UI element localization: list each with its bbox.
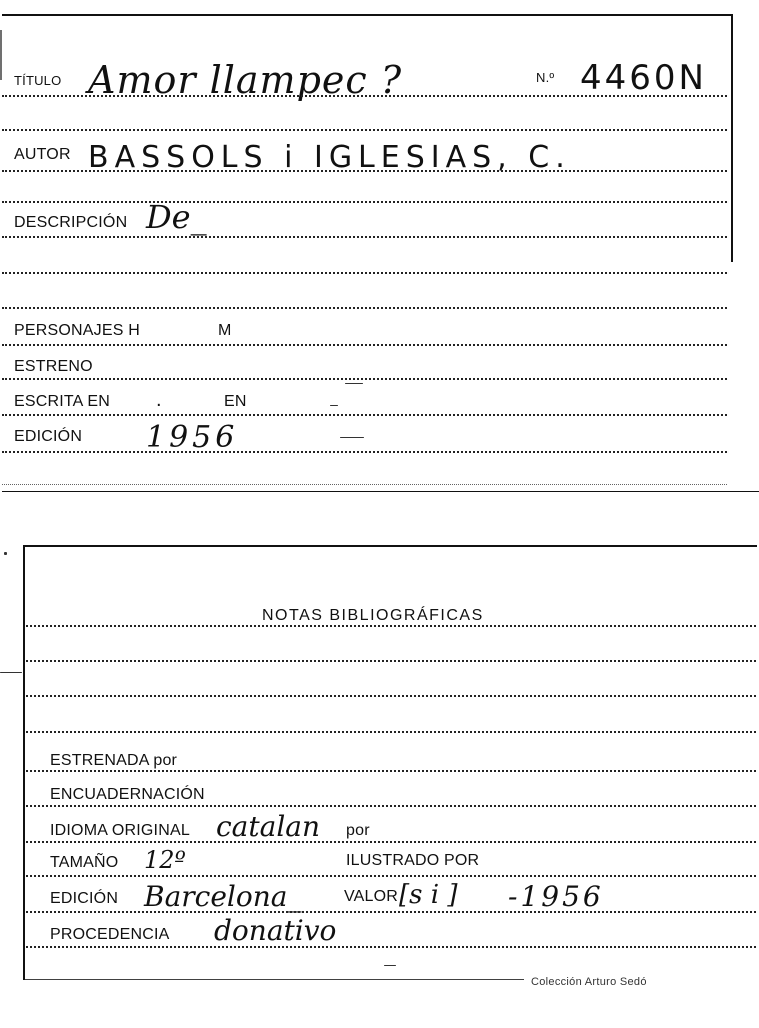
edicion-label: EDICIÓN <box>14 428 83 445</box>
notas-line-4 <box>26 731 756 733</box>
autor-value: BASSOLS i IGLESIAS, C. <box>88 140 571 175</box>
titulo-value: Amor llampec ? <box>88 58 403 102</box>
edicion-bottom-label: EDICIÓN <box>50 890 119 907</box>
top-card-right-border <box>731 14 733 262</box>
personajes-label: PERSONAJES H <box>14 322 140 339</box>
estrenada-label: ESTRENADA por <box>50 752 178 769</box>
procedencia-value: donativo <box>214 914 337 947</box>
idioma-label: IDIOMA ORIGINAL <box>50 822 190 839</box>
tamano-label: TAMAÑO <box>50 854 119 871</box>
valor-value: [s i ] <box>399 880 458 910</box>
titulo-line <box>2 95 727 97</box>
blank-line-2 <box>2 201 727 203</box>
notas-line-2 <box>26 660 756 662</box>
encuadernacion-line <box>26 805 756 807</box>
descripcion-label: DESCRIPCIÓN <box>14 214 128 231</box>
valor-label: VALOR <box>344 888 399 905</box>
bottom-card-left-border <box>23 545 25 980</box>
notas-line-3 <box>26 695 756 697</box>
estrenada-line <box>26 770 756 772</box>
blank-line-1 <box>2 129 727 131</box>
personajes-line <box>2 344 727 346</box>
edicion-line <box>2 451 727 453</box>
collection-stamp: Colección Arturo Sedó <box>531 976 647 988</box>
estreno-label: ESTRENO <box>14 358 93 375</box>
estreno-line <box>2 378 727 380</box>
personajes-m-label: M <box>218 322 232 339</box>
tamano-value: 12º <box>144 846 186 874</box>
bottom-card-bottom-border <box>24 979 524 980</box>
edge-mark <box>0 672 22 673</box>
idioma-value: catalan <box>216 810 321 843</box>
blank-line-4 <box>2 307 727 309</box>
edge-mark <box>4 552 7 555</box>
descripcion-line <box>2 236 727 238</box>
bottom-card-top-border <box>24 545 757 547</box>
autor-line <box>2 170 727 172</box>
notas-line-1 <box>26 625 756 627</box>
por-label: por <box>346 822 370 839</box>
tamano-line <box>26 875 756 877</box>
top-card-top-border <box>2 14 733 16</box>
blank-line-3 <box>2 272 727 274</box>
titulo-label: TÍTULO <box>14 73 62 88</box>
edicion-bottom-value: Barcelona_ <box>144 880 302 913</box>
idioma-line <box>26 841 756 843</box>
escrita-dot: . <box>156 389 162 411</box>
top-card-bottom-border <box>2 491 759 492</box>
valor-year: -1956 <box>508 880 604 913</box>
notas-heading: NOTAS BIBLIOGRÁFICAS <box>262 607 484 624</box>
escrita-line <box>2 414 727 416</box>
procedencia-line <box>26 946 756 948</box>
smudge-speck <box>345 383 363 384</box>
edicion-value: 1956 <box>146 420 239 455</box>
smudge-speck <box>340 437 364 438</box>
procedencia-label: PROCEDENCIA <box>50 926 170 943</box>
escrita-label: ESCRITA EN <box>14 393 110 410</box>
autor-label: AUTOR <box>14 146 71 163</box>
descripcion-value: De_ <box>146 198 207 236</box>
ilustrado-label: ILUSTRADO POR <box>346 852 480 869</box>
numero-value: 4460N <box>580 58 707 98</box>
edge-mark <box>384 965 396 966</box>
numero-label: N.º <box>536 70 555 85</box>
escrita-en-label: EN <box>224 393 247 410</box>
top-card-left-border <box>0 30 2 80</box>
edicion-bottom-line <box>26 911 756 913</box>
smudge-speck <box>330 405 338 406</box>
top-card-bottom-dots <box>2 484 727 485</box>
encuadernacion-label: ENCUADERNACIÓN <box>50 786 205 803</box>
